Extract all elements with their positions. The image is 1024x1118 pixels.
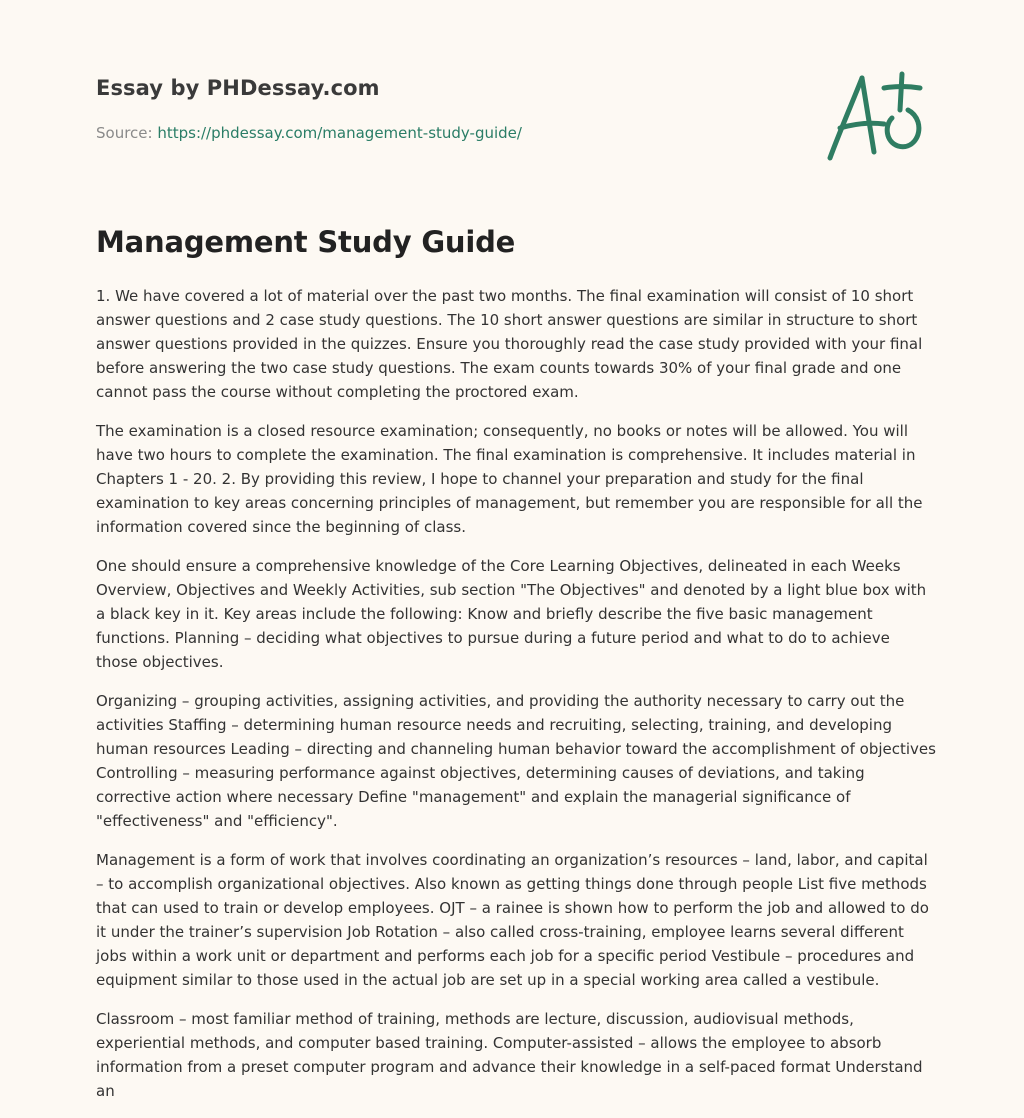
essay-page <box>96 0 936 1100</box>
site-title: Essay by PHDessay.com <box>96 76 380 100</box>
paragraph: Management is a form of work that involves coordinating an organization’s resources – land, labor, and capital – to accomplish organizational objectives. Also known as getting things done through people List five methods that can used to train or develop employees. OJT – a rainee is shown how to perform the job and allowed to do it under the trainer’s supervision Job Rotation – also called cross-training, employee learns several different jobs within a work unit or department and performs each job for a specific period Vestibule – procedures and equipment similar to those used in the actual job are set up in a special working area called a vestibule. <box>96 851 929 989</box>
source-line <box>96 124 522 142</box>
source-link[interactable]: https://phdessay.com/management-study-guide/ <box>157 124 522 142</box>
paragraph: 1. We have covered a lot of material over the past two months. The final examination will consist of 10 short answer questions and 2 case study questions. The 10 short answer questions are similar in structure to short answer questions provided in the quizzes. Ensure you thoroughly read the case study provided with your final before answering the two case study questions. The exam counts towards 30% of your final grade and one cannot pass the course without completing the proctored exam. <box>96 287 923 401</box>
paragraph: Organizing – grouping activities, assigning activities, and providing the authority necessary to carry out the activities Staffing – determining human resource needs and recruiting, selecting, training, and developing human resources Leading – directing and channeling human behavior toward the accomplishment of objectives Controlling – measuring performance against objectives, determining causes of deviations, and taking corrective action where necessary Define "management" and explain the managerial significance of "effectiveness" and "efficiency". <box>96 692 936 830</box>
page-header <box>96 0 936 200</box>
document-title: Management Study Guide <box>96 225 516 259</box>
essay-body <box>96 284 936 1118</box>
paragraph: The examination is a closed resource examination; consequently, no books or notes will be allowed. You will have two hours to complete the examination. The final examination is comprehensive. It includes material in Chapters 1 - 20. 2. By providing this review, I hope to channel your preparation and study for the final examination to key areas concerning principles of management, but remember you are responsible for all the information covered since the beginning of class. <box>96 422 923 536</box>
a-plus-logo-icon <box>822 66 926 166</box>
paragraph: Classroom – most familiar method of training, methods are lecture, discussion, audiovisual methods, experiential methods, and computer based training. Computer-assisted – allows the employee to absorb information from a preset computer program and advance their knowledge in a self-paced format Understand an <box>96 1010 923 1100</box>
source-label: Source: <box>96 124 158 142</box>
paragraph: One should ensure a comprehensive knowledge of the Core Learning Objectives, delineated in each Weeks Overview, Objectives and Weekly Activities, sub section "The Objectives" and denoted by a light blue box with a black key in it. Key areas include the following: Know and briefly describe the five basic management functions. Planning – deciding what objectives to pursue during a future period and what to do to achieve those objectives. <box>96 557 927 671</box>
